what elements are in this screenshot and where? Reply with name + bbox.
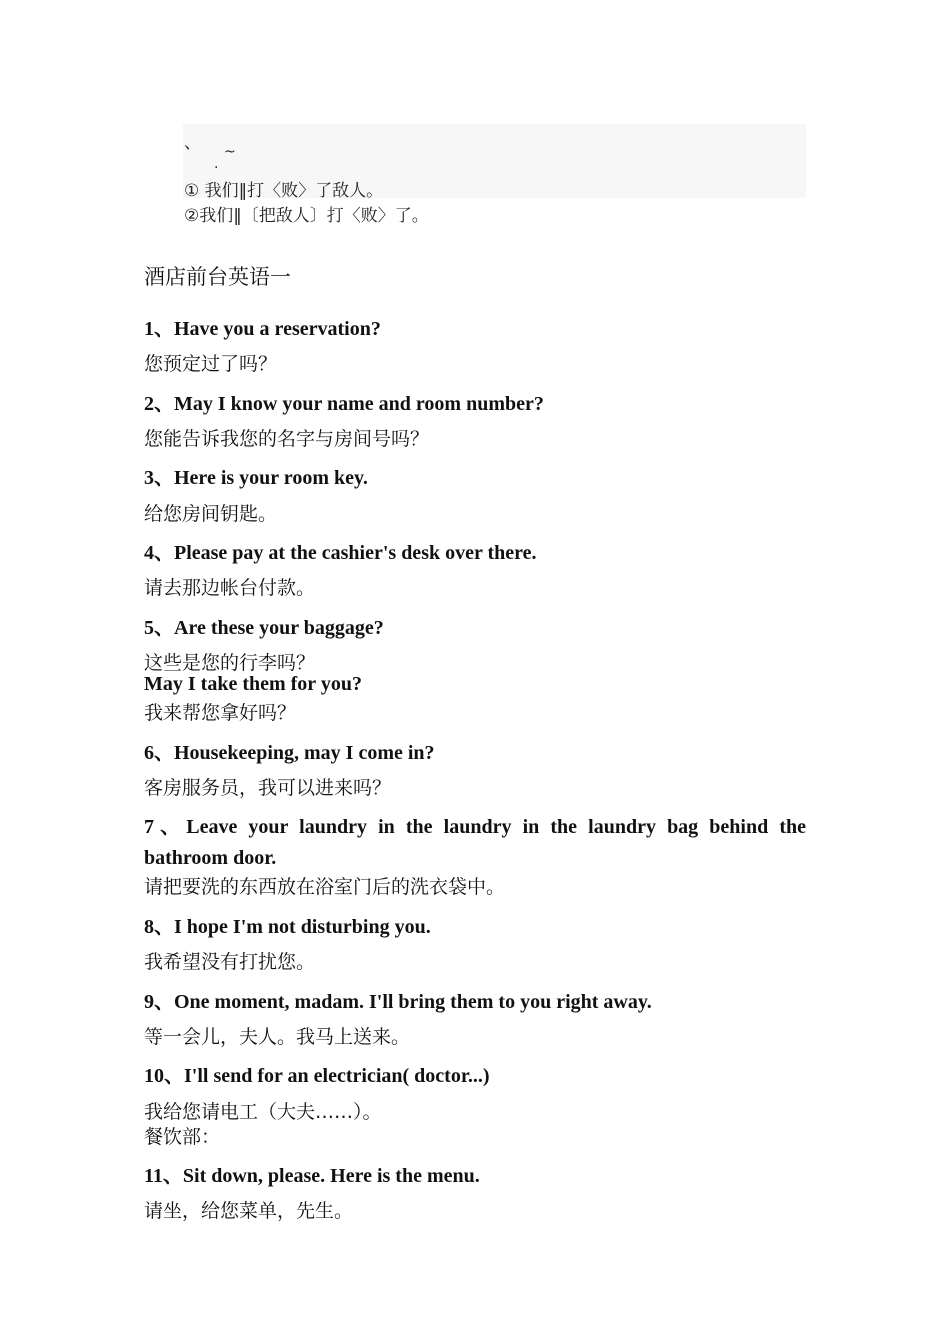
phrase-9-chinese: 等一会儿，夫人。我马上送来。 [144, 1026, 411, 1048]
note-mark-dot: . [214, 156, 219, 172]
note-line-2: ②我们‖〔把敌人〕打〈败〉了。 [184, 206, 429, 226]
phrase-11-chinese: 请坐，给您菜单，先生。 [144, 1200, 354, 1222]
phrase-7-chinese: 请把要洗的东西放在浴室门后的洗衣袋中。 [144, 876, 506, 898]
phrase-5-chinese-followup: 我来帮您拿好吗？ [144, 702, 297, 724]
phrase-5-english-followup: May I take them for you? [144, 673, 362, 695]
phrase-9-english: 9、One moment, madam. I'll bring them to you right away. [144, 991, 652, 1013]
phrase-1-english: 1、Have you a reservation? [144, 318, 381, 340]
phrase-4-english: 4、Please pay at the cashier's desk over there. [144, 542, 537, 564]
phrase-10-chinese: 我给您请电工（大夫……）。 [144, 1101, 382, 1123]
note-line-1: ① 我们‖打〈败〉了敌人。 [184, 181, 384, 201]
phrase-8-english: 8、I hope I'm not disturbing you. [144, 916, 431, 938]
page-title: 酒店前台英语一 [144, 265, 291, 289]
note-mark-comma: 、 [184, 133, 201, 153]
phrase-3-english: 3、Here is your room key. [144, 467, 368, 489]
phrase-4-chinese: 请去那边帐台付款。 [144, 577, 316, 599]
phrase-11-english: 11、Sit down, please. Here is the menu. [144, 1165, 480, 1187]
phrase-8-chinese: 我希望没有打扰您。 [144, 951, 316, 973]
phrase-3-chinese: 给您房间钥匙。 [144, 503, 278, 525]
phrase-6-english: 6、Housekeeping, may I come in? [144, 742, 435, 764]
phrase-7-english-continued: bathroom door. [144, 847, 277, 869]
section-heading-dining: 餐饮部： [144, 1126, 221, 1148]
note-mark-tilde: ~ [224, 144, 236, 160]
phrase-7-english: 7、Leave your laundry in the laundry in the laundry bag behind the [144, 816, 806, 838]
phrase-5-chinese: 这些是您的行李吗？ [144, 652, 316, 674]
phrase-10-english: 10、I'll send for an electrician( doctor...) [144, 1065, 490, 1087]
phrase-1-chinese: 您预定过了吗？ [144, 353, 278, 375]
phrase-2-english: 2、May I know your name and room number? [144, 393, 544, 415]
phrase-2-chinese: 您能告诉我您的名字与房间号吗？ [144, 428, 430, 450]
phrase-5-english: 5、Are these your baggage? [144, 617, 384, 639]
phrase-6-chinese: 客房服务员，我可以进来吗？ [144, 777, 392, 799]
